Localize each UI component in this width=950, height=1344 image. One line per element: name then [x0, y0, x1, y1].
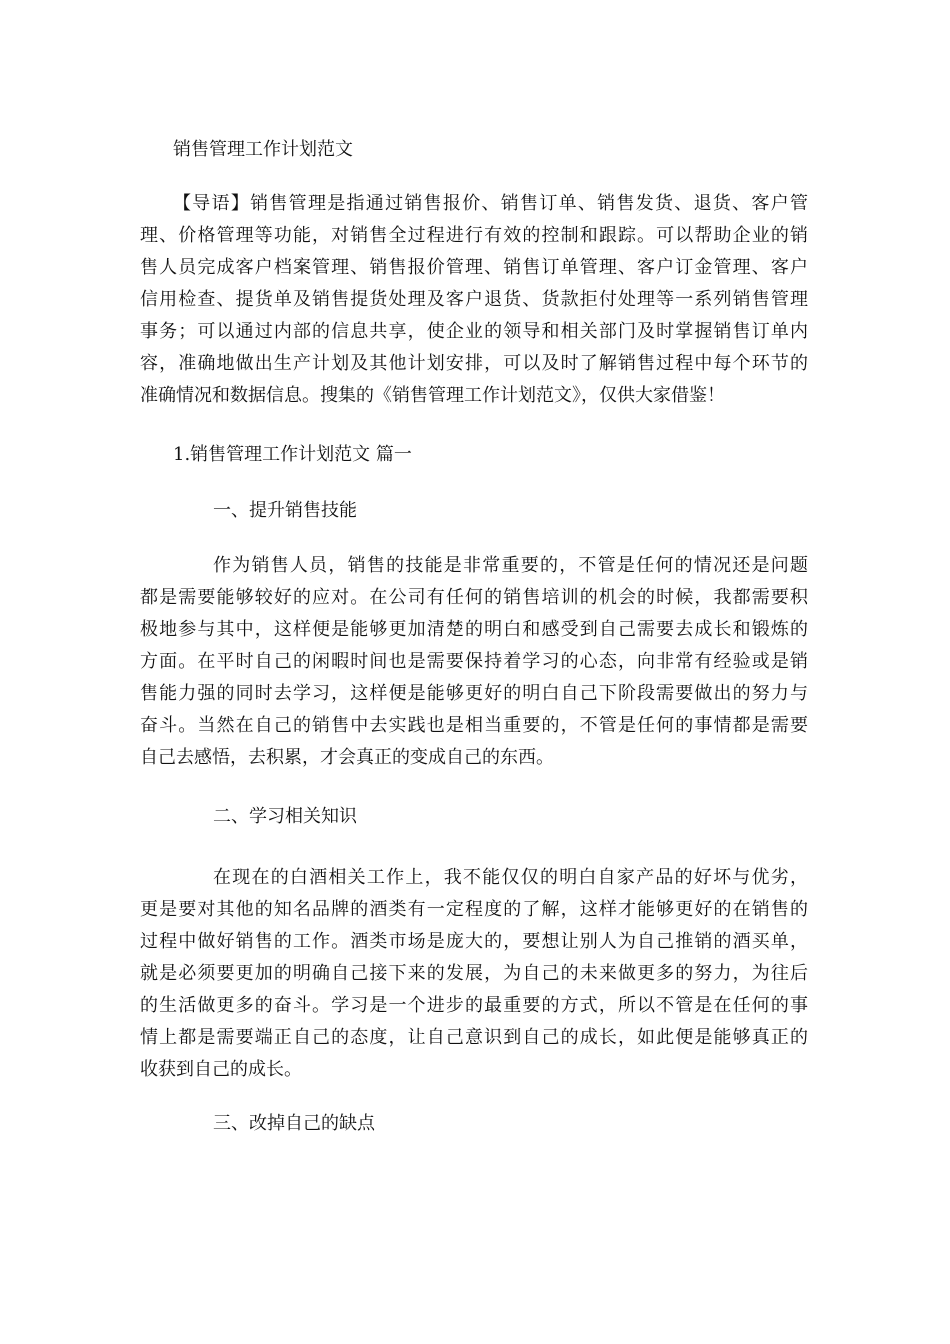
intro-paragraph [140, 188, 808, 412]
text-line: 售人员完成客户档案管理、销售报价管理、销售订单管理、客户订金管理、客户 [140, 257, 808, 278]
text-line: 的生活做更多的奋斗。学习是一个进步的最重要的方式，所以不管是在任何的事 [140, 995, 808, 1016]
text-line: 事务；可以通过内部的信息共享，使企业的领导和相关部门及时掌握销售订单内 [140, 321, 808, 342]
text-line: 信用检查、提货单及销售提货处理及客户退货、货款拒付处理等一系列销售管理 [140, 289, 808, 310]
text-line: 【导语】销售管理是指通过销售报价、销售订单、销售发货、退货、客户管 [173, 193, 808, 214]
text-line: 作为销售人员，销售的技能是非常重要的，不管是任何的情况还是问题 [213, 555, 808, 576]
text-line: 极地参与其中，这样便是能够更加清楚的明白和感受到自己需要去成长和锻炼的 [140, 619, 808, 640]
text-line: 情上都是需要端正自己的态度，让自己意识到自己的成长，如此便是能够真正的 [140, 1027, 808, 1048]
paragraph-2 [140, 862, 808, 1086]
text-line: 在现在的白酒相关工作上，我不能仅仅的明白自家产品的好坏与优劣， [213, 867, 808, 888]
text-line: 理、价格管理等功能，对销售全过程进行有效的控制和跟踪。可以帮助企业的销 [140, 225, 808, 246]
heading-1: 一、提升销售技能 [213, 500, 357, 521]
text-line: 就是必须要更加的明确自己接下来的发展，为自己的未来做更多的努力，为往后 [140, 963, 808, 984]
text-line: 更是要对其他的知名品牌的酒类有一定程度的了解，这样才能够更好的在销售的 [140, 899, 808, 920]
text-line: 奋斗。当然在自己的销售中去实践也是相当重要的，不管是任何的事情都是需要 [140, 715, 808, 736]
document-title: 销售管理工作计划范文 [173, 139, 353, 160]
paragraph-1 [140, 550, 808, 774]
text-line: 都是需要能够较好的应对。在公司有任何的销售培训的机会的时候，我都需要积 [140, 587, 808, 608]
text-line: 容，准确地做出生产计划及其他计划安排，可以及时了解销售过程中每个环节的 [140, 353, 808, 374]
heading-3: 三、改掉自己的缺点 [213, 1113, 375, 1134]
text-line: 准确情况和数据信息。搜集的《销售管理工作计划范文》，仅供大家借鉴！ [140, 385, 725, 406]
text-line: 收获到自己的成长。 [140, 1059, 302, 1080]
section-title: 1.销售管理工作计划范文 篇一 [173, 444, 412, 465]
text-line: 售能力强的同时去学习，这样便是能够更好的明白自己下阶段需要做出的努力与 [140, 683, 808, 704]
text-line: 过程中做好销售的工作。酒类市场是庞大的，要想让别人为自己推销的酒买单， [140, 931, 808, 952]
text-line: 方面。在平时自己的闲暇时间也是需要保持着学习的心态，向非常有经验或是销 [140, 651, 808, 672]
heading-2: 二、学习相关知识 [213, 806, 357, 827]
text-line: 自己去感悟，去积累，才会真正的变成自己的东西。 [140, 747, 554, 768]
